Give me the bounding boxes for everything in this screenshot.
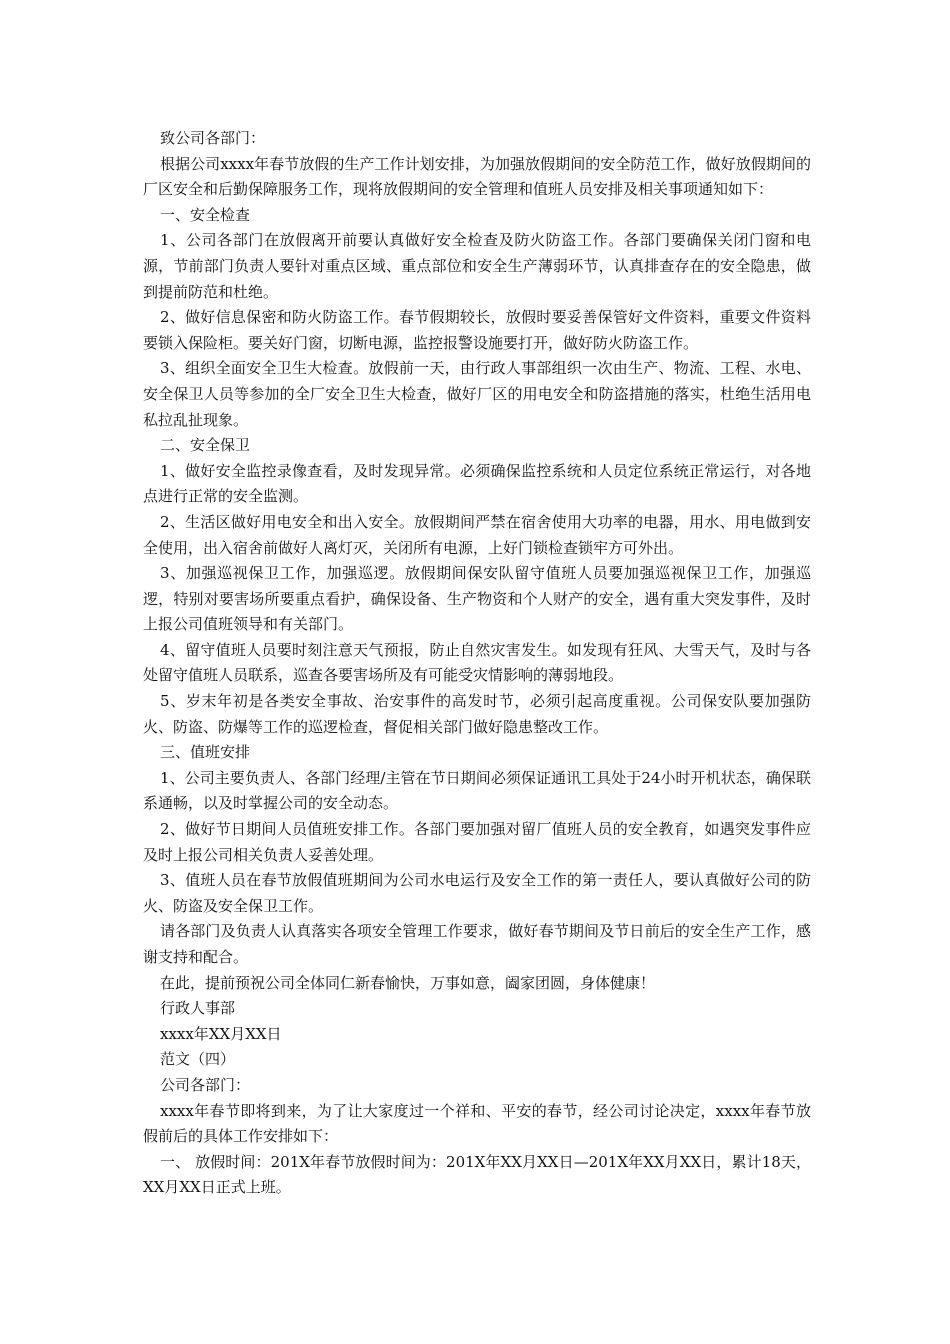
paragraph: 2、生活区做好用电安全和出入安全。放假期间严禁在宿舍使用大功率的电器，用水、用电做到安全使用，出入宿舍前做好人离灯灭，关闭所有电源，上好门锁检查锁牢方可外出。 <box>143 512 811 557</box>
paragraph: 5、岁末年初是各类安全事故、治安事件的高发时节，必须引起高度重视。公司保安队要加强防火、防盗、防爆等工作的巡逻检查，督促相关部门做好隐患整改工作。 <box>143 692 811 736</box>
intro-paragraph: 根据公司xxxx年春节放假的生产工作计划安排，为加强放假期间的安全防范工作，做好放假期间的厂区安全和后勤保障服务工作，现将放假期间的安全管理和值班人员安排及相关事项通知如下： <box>143 154 811 199</box>
greeting-paragraph: 在此，提前预祝公司全体同仁新春愉快，万事如意，阖家团圆，身体健康！ <box>160 973 656 992</box>
section-heading-duty: 三、值班安排 <box>160 743 251 762</box>
paragraph: xxxx年春节即将到来，为了让大家度过一个祥和、平安的春节，经公司讨论决定，xxxx年春节放假前后的具体工作安排如下： <box>143 1101 811 1146</box>
paragraph: 4、留守值班人员要时刻注意天气预报，防止自然灾害发生。如发现有狂风、大雪天气，及时与各处留守值班人员联系，巡查各要害场所及有可能受灾情影响的薄弱地段。 <box>143 640 811 685</box>
document-body <box>143 126 811 1201</box>
section-heading-security: 二、安全保卫 <box>160 436 251 455</box>
paragraph: 1、公司各部门在放假离开前要认真做好安全检查及防火防盗工作。各部门要确保关闭门窗和电源，节前部门负责人要针对重点区域、重点部位和安全生产薄弱环节，认真排查存在的安全隐患，做到提前防范和杜绝。 <box>143 231 811 301</box>
paragraph: 3、加强巡视保卫工作，加强巡逻。放假期间保安队留守值班人员要加强巡视保卫工作，加强巡逻，特别对要害场所要重点看护，确保设备、生产物资和个人财产的安全，遇有重大突发事件，及时上报公司值班领导和有关部门。 <box>143 564 811 634</box>
signature-department: 行政人事部 <box>160 999 236 1018</box>
paragraph: 3、值班人员在春节放假值班期间为公司水电运行及安全工作的第一责任人，要认真做好公司的防火、防盗及安全保卫工作。 <box>143 871 811 915</box>
salutation: 致公司各部门： <box>160 129 266 147</box>
section-heading-safety-check: 一、安全检查 <box>160 205 251 224</box>
paragraph: 一、 放假时间：201X年春节放假时间为：201X年XX月XX日—201X年XX月XX日，累计18天， XX月XX日正式上班。 <box>143 1152 811 1197</box>
paragraph: 2、做好节日期间人员值班安排工作。各部门要加强对留厂值班人员的安全教育，如遇突发事件应及时上报公司相关负责人妥善处理。 <box>143 820 811 864</box>
salutation: 公司各部门： <box>160 1075 251 1094</box>
sample-heading: 范文（四） <box>160 1050 236 1069</box>
paragraph: 1、公司主要负责人、各部门经理/主管在节日期间必须保证通讯工具处于24小时开机状态，确保联系通畅，以及时掌握公司的安全动态。 <box>143 768 811 813</box>
closing-paragraph: 请各部门及负责人认真落实各项安全管理工作要求，做好春节期间及节日前后的安全生产工作，感谢支持和配合。 <box>143 922 811 966</box>
signature-date: xxxx年XX月XX日 <box>160 1024 282 1043</box>
paragraph: 1、做好安全监控录像查看，及时发现异常。必须确保监控系统和人员定位系统正常运行，对各地点进行正常的安全监测。 <box>143 461 811 506</box>
paragraph: 2、做好信息保密和防火防盗工作。春节假期较长，放假时要妥善保管好文件资料，重要文件资料要锁入保险柜。要关好门窗，切断电源，监控报警设施要打开，做好防火防盗工作。 <box>143 308 811 352</box>
paragraph: 3、组织全面安全卫生大检查。放假前一天，由行政人事部组织一次由生产、物流、工程、水电、安全保卫人员等参加的全厂安全卫生大检查，做好厂区的用电安全和防盗措施的落实，杜绝生活用电私拉乱扯现象。 <box>143 359 811 429</box>
